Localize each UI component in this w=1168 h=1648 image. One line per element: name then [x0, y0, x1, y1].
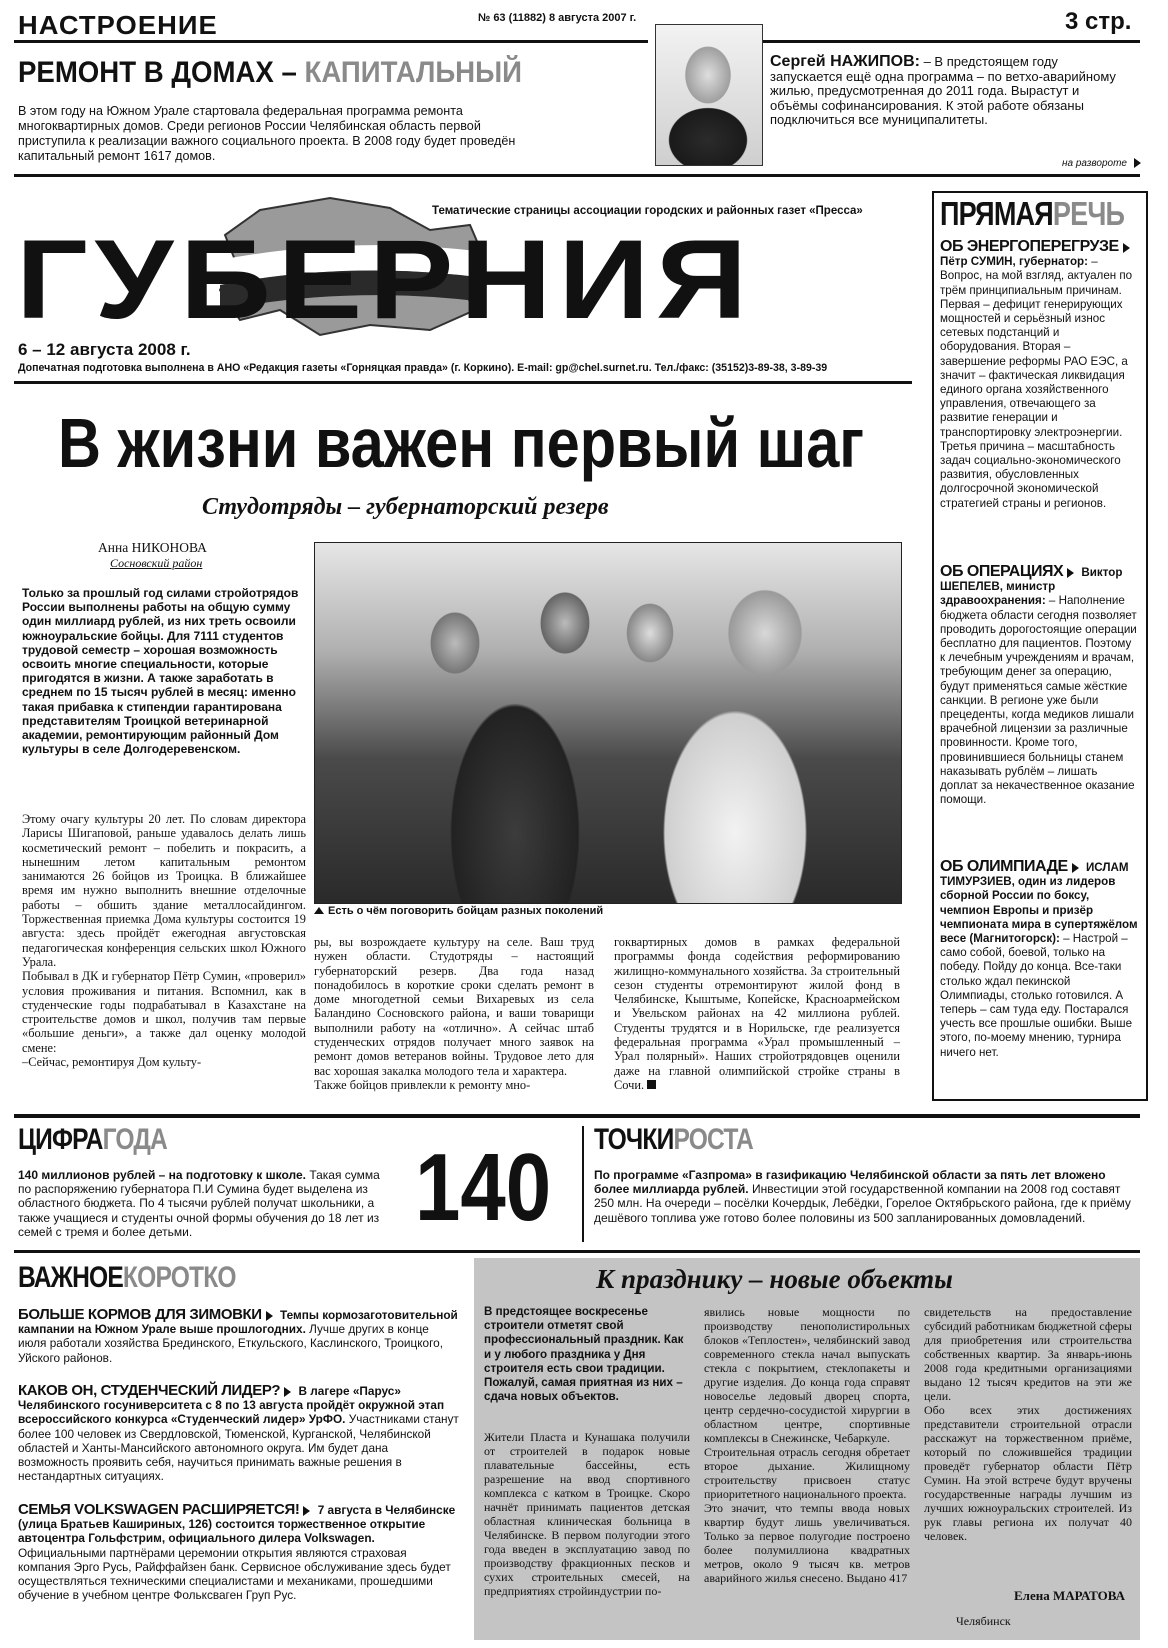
sidebar-item: ОБ ОЛИМПИАДЕ ИСЛАМ ТИМУРЗИЕВ, один из лидеров сборной России по боксу, чемпион Европы и призёр чемпионата мира в супертяжёлом весе (Магнитогорск): – Настрой – само собой, боевой, только на победу. Пойду до конца. Все-таки столько ждал пекинской Олимпиады, столько готовился. А теперь – сам туда еду. Постарался учесть все прошлые ошибки. Выше этого, по-моему мнению, турнира ничего нет.: [940, 858, 1138, 1059]
top-quote: Сергей НАЖИПОВ: – В предстоящем году запускается ещё одна программа – по ветхо-аварийному жилью, предусмотренная до 2011 года. Вырастут и объёмы софинансирования. К этой работе обязаны подключиться все муниципалитеты.: [770, 53, 1116, 127]
more-link[interactable]: на развороте: [1062, 158, 1145, 169]
briefs-title: ВАЖНОЕКОРОТКО: [18, 1261, 236, 1294]
article-col1: Этому очагу культуры 20 лет. По словам директора Ларисы Шигаповой, раньше удавалось делать лишь косметический ремонт – побелить и покрасить, а нынешним летом капитальным ремонтом занимаются 26 бойцов из Троицка. В ближайшее время им нужно выполнить внешние отделочные работы – обшить здание металлосайдингом. Торжественная приемка Дома культуры состоится 19 августа: здесь пройдёт ежегодная августовская педагогическая конференция сельских школ Южного Урала. Побывал в ДК и губернатор Пётр Сумин, «проверил» условия проживания и питания. Вспомнил, как в студенческие годы подрабатывал в Казахстане на строительстве домов и школ, получив там первые «большие деньги», а также дал оценку молодой смене: –Сейчас, ремонтируя Дом культу-: [22, 812, 306, 1070]
article-lead: Только за прошлый год силами стройотрядов России выполнены работы на общую сумму один миллиард рублей, из них треть освоили южноуральские бойцы. Для 7111 студентов трудовой семестр – хорошая возможность освоить многие специальности, которые пригодятся в жизни. А также заработать в среднем по 15 тысяч рублей в месяц: именно такая прибавка к стипендии гарантирована представителям Троицкой ветеринарной академии, ремонтирующим районный Дом культуры в селе Долгодеревенском.: [22, 586, 299, 757]
author-place: Сосновский район: [110, 556, 203, 570]
imprint: Допечатная подготовка выполнена в АНО «Редакция газеты «Горняцкая правда» (г. Коркино). E-mail: gp@chel.surnet.ru. Тел./факс: (35152)3-89-38, 3-89-39: [18, 362, 828, 374]
holiday-lead: В предстоящее воскресенье строители отметят свой профессиональный праздник. Как и у любого праздника у Дня строителя есть свои традиции. Пожалуй, самая приятная из них – сдача новых объектов.: [484, 1305, 684, 1404]
top-headline: РЕМОНТ В ДОМАХ – КАПИТАЛЬНЫЙ: [18, 56, 522, 89]
article-col3: гоквартирных домов в рамках федеральной программы фонда содействия реформированию жилищно-коммунального хозяйства. За строительный сезон студенты отремонтируют жилой фонд в Челябинске, Кыштыме, Копейске, Красноармейском и Увельском районах на 42 миллиона рублей. Студенты трудятся и в Норильске, где реализуется федеральная программа «Урал промышленный – Урал полярный». Наших стройотрядовцев оценили даже на главной олимпийской стройке страны в Сочи.: [614, 935, 900, 1092]
growth-text: По программе «Газпрома» в газификацию Челябинской области за пять лет вложено более миллиарда рублей. Инвестиции этой государственной компании на 2008 год составят 250 млн. На очереди – посёлки Кочердык, Лебёдки, Горелое Октябрьского района, где к приёму дешёвого топлива уже готово более половины из 500 запланированных домовладений.: [594, 1168, 1131, 1225]
section-label: НАСТРОЕНИЕ: [18, 10, 218, 40]
page-number: 3 стр.: [1065, 8, 1132, 35]
article-subhead: Студотряды – губернаторский резерв: [202, 494, 609, 520]
top-lead: В этом году на Южном Урале стартовала федеральная программа ремонта многоквартирных домов. Среди регионов России Челябинская область первой приступила к реализации важного социального проекта. В 2008 году будет проведён капитальный ремонт 1617 домов.: [18, 104, 516, 163]
figure-text: 140 миллионов рублей – на подготовку к школе. Такая сумма по распоряжению губернатора П.И Сумина будет выделена из областного бюджета. По 4 тысячи рублей получат школьники, а также учащиеся и студенты очной формы обучения до 18 лет из семей с тремя и более детьми.: [18, 1168, 380, 1239]
brief-item: БОЛЬШЕ КОРМОВ ДЛЯ ЗИМОВКИ Темпы кормозаготовительной кампании на Южном Урале выше прошлогодних. Лучше других в конце июля работали хозяйства Брединского, Еткульского, Каслинского, Троицкого, Уйского районов.: [18, 1306, 458, 1365]
holiday-headline: К празднику – новые объекты: [596, 1264, 953, 1294]
edition-dates: 6 – 12 августа 2008 г.: [18, 340, 191, 359]
sidebar-item: ОБ ОПЕРАЦИЯХ Виктор ШЕПЕЛЕВ, министр здравоохранения: – Наполнение бюджета области сегодня позволяет проводить дорогостоящие операции бесплатно для пациентов. Поэтому к лечебным учреждениям и врачам, требующим денег за операцию, будут применяться самые жёсткие санкции. В регионе уже были прецеденты, когда медиков лишали врачебной лицензии за различные провинности. Кроме того, провинившиеся больницы станем наказывать рублём – лишать доплат за некачественное оказание помощи.: [940, 563, 1137, 807]
figure-number: 140: [415, 1134, 552, 1241]
holiday-place: Челябинск: [956, 1614, 1011, 1628]
holiday-col2: явились новые мощности по производству пенополистирольных блоков «Теплостен», челябинский завод современного стекла начал выпускать стекла с покрытием, стеклопакеты и другие изделия. До конца года справят новоселье ледовый дворец спорта, центр сердечно-сосудистой хирургии в областном центре, спортивные комплексы в Снежинске, Чебаркуле. Строительная отрасль сегодня обретает второе дыхание. Жилищному строительству присвоен статус приоритетного национального проекта. Это значит, что темпы ввода новых квартир будут лишь увеличиваться. Только за первое полугодие построено более полумиллиона квадратных метров, около 9 тысяч кв. метров аварийного жилья снесено. Выдано 417: [704, 1305, 910, 1585]
sidebar-item: ОБ ЭНЕРГОПЕРЕГРУЗЕ Пётр СУМИН, губернатор: – Вопрос, на мой взгляд, актуален по трём принципиальным причинам. Первая – дефицит генерирующих мощностей и серьёзный износ сетевых подстанций и оборудования. Вторая – завершение реформы РАО ЕЭС, а значит – фактическая ликвидация единого органа хозяйственного управления, отвечающего за развитие генерации и транспортировку электроэнергии. Третья причина – масштабность задач социально-экономического развития, обусловленных долгосрочной экономической стратегией страны и регионов.: [940, 238, 1133, 510]
article-photo: [314, 542, 902, 904]
author-name: Анна НИКОНОВА: [98, 540, 207, 555]
article-col2: ры, вы возрождаете культуру на селе. Ваш труд нужен области. Студотряды – настоящий губернаторский резерв. Два года назад понадобилось в короткие сроки сделать ремонт в доме многодетной семьи Вихаревых из села Баландино Сосновского района, и ваши товарищи выполнили работу на «отлично». А сейчас штаб студенческих отрядов получает много заявок на ремонт домов ветеранов войны. Трудовое лето для вас хорошая закалка молодого тела и характера. Также бойцов привлекли к ремонту мно-: [314, 935, 594, 1092]
photo-caption: Есть о чём поговорить бойцам разных поколений: [314, 905, 603, 917]
holiday-col3: свидетельств на предоставление субсидий работникам бюджетной сферы для приобретения или строительства собственных квартир. За январь-июнь 2008 года кредитными организациями выдано 12 тысяч кредитов на эти же цели. Обо всех этих достижениях представители строительной отрасли расскажут на торжественном приёме, который по сложившейся традиции проведёт губернатор области Пётр Сумин. На этой встрече будут вручены государственные награды лучшим из лучших южноуральских строителей. Из рук главы региона их получат 40 человек.: [924, 1305, 1132, 1543]
figure-title: ЦИФРАГОДА: [18, 1123, 168, 1156]
holiday-col1: Жители Пласта и Кунашака получили от строителей в подарок новые плавательные бассейны, есть разрешение на ввод спортивного комплекса с катком в Троицке. Скоро начнёт принимать пациентов детская областная клиническая больница в Челябинске. В первом полугодии этого года введен в эксплуатацию завод по производству фракционных песков и сухих строительных смесей, на предприятиях стройиндустрии по-: [484, 1430, 690, 1598]
issue-info: № 63 (11882) 8 августа 2007 г.: [478, 12, 637, 24]
growth-title: ТОЧКИРОСТА: [594, 1123, 753, 1156]
masthead-title: ГУБЕРНИЯ: [16, 217, 754, 342]
brief-item: СЕМЬЯ VOLKSWAGEN РАСШИРЯЕТСЯ! 7 августа в Челябинске (улица Братьев Кашириных, 126) состоится торжественное открытие автоцентра Гольфстрим, официального дилера Volkswagen. Официальными партнёрами церемонии открытия являются страховая компания Эрго Русь, Райффайзен банк. Сервисное обслуживание здесь будет осуществляться техническими специалистами и механиками, прошедшими обучение в учебном центре Фольксваген Груп Рус.: [18, 1501, 456, 1603]
masthead-tagline: Тематические страницы ассоциации городских и районных газет «Пресса»: [432, 205, 863, 217]
brief-item: КАКОВ ОН, СТУДЕНЧЕСКИЙ ЛИДЕР? В лагере «Парус» Челябинского госуниверситета с 8 по 13 августа пройдёт окружной этап всероссийского конкурса «Студенческий лидер» УрФО. Участниками станут более 100 человек из Свердловской, Тюменской, Курганской, Челябинской областей и Ханты-Мансийского автономного округа. Им будет дана возможность проявить себя, научиться принимать важные решения в нестандартных ситуациях.: [18, 1382, 459, 1484]
article-headline: В жизни важен первый шаг: [58, 404, 865, 482]
sidebar-title: ПРЯМАЯРЕЧЬ: [940, 195, 1125, 232]
holiday-author: Елена МАРАТОВА: [1014, 1588, 1126, 1603]
portrait-nazhipov: [655, 24, 763, 166]
